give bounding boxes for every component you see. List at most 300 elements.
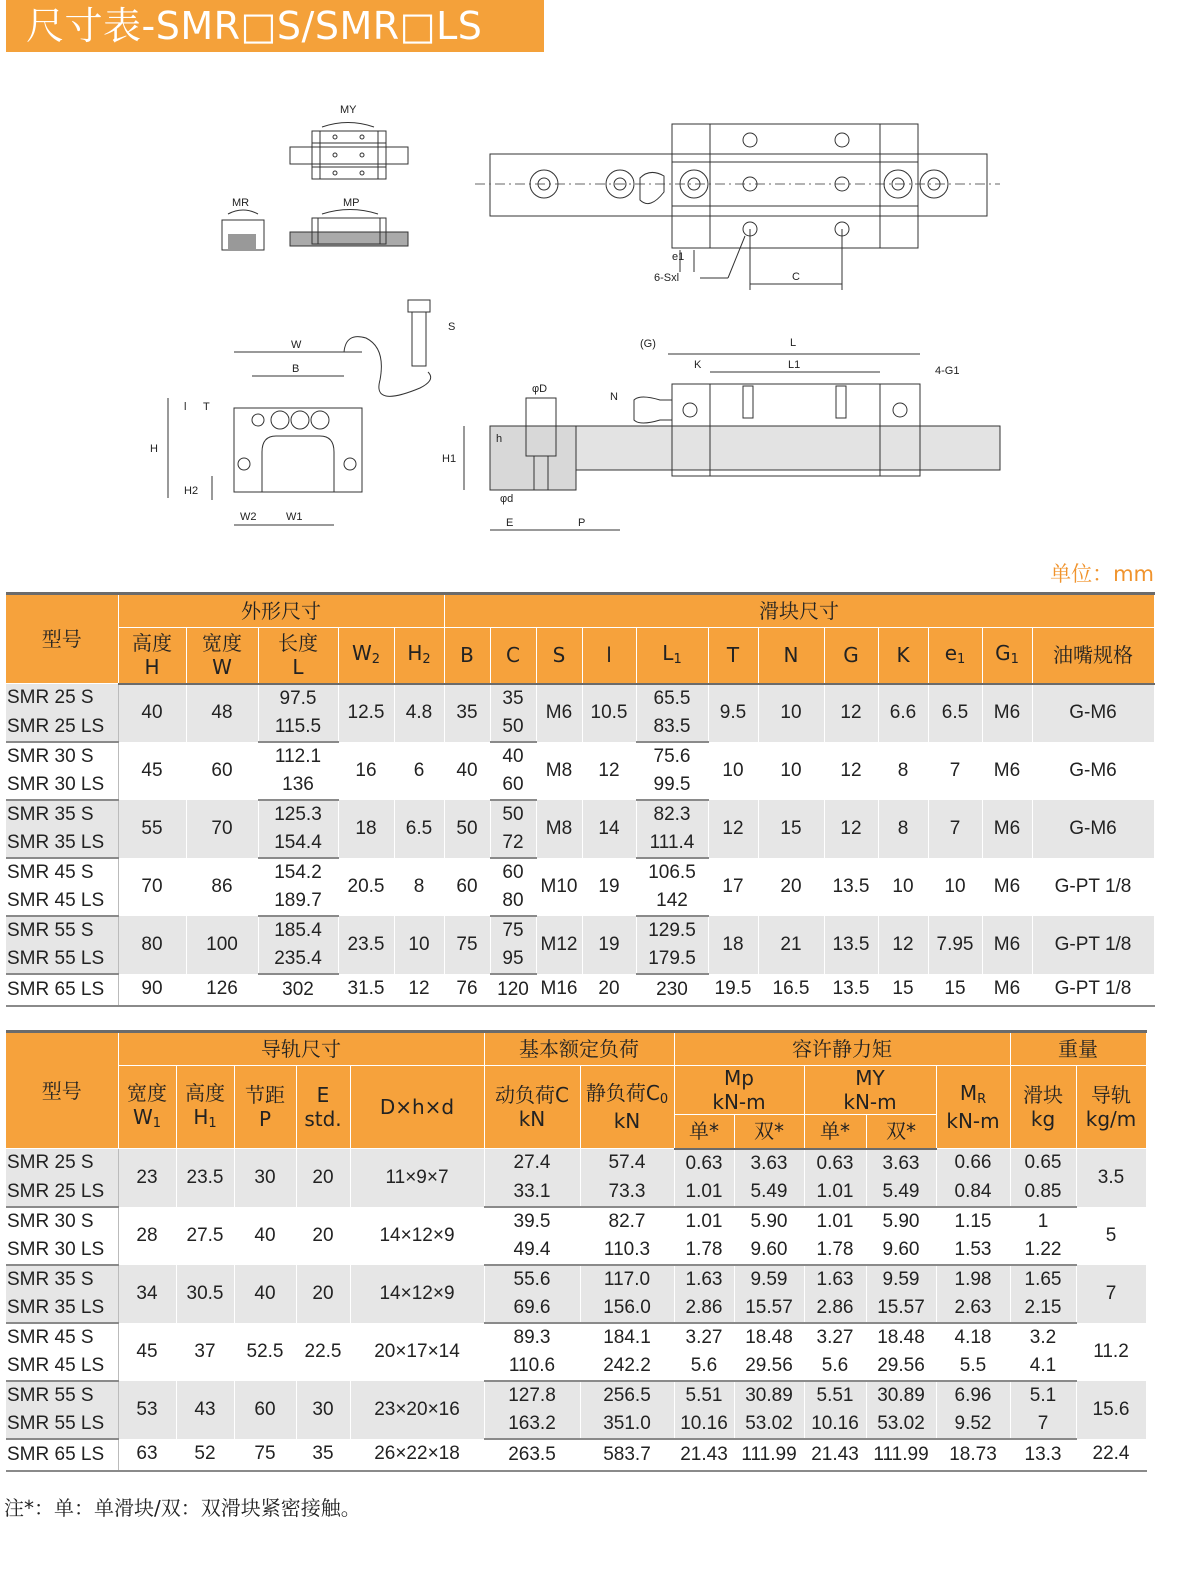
table-cell: 10 (758, 742, 824, 800)
table-cell: 30.5 (176, 1265, 234, 1323)
footnote: 注*：单：单滑块/双：双滑块紧密接触。 (4, 1496, 361, 1520)
s-header: S (536, 628, 582, 684)
table-cell: 18 (708, 916, 758, 974)
table-cell: 4.1 (1010, 1352, 1076, 1381)
table-cell: 60 (234, 1381, 296, 1439)
table-cell: 583.7 (580, 1439, 674, 1471)
page-title: 尺寸表-SMR□S/SMR□LS (26, 4, 483, 48)
table-cell: 2.86 (674, 1294, 734, 1323)
table-cell: 33.1 (484, 1178, 580, 1207)
table-row (6, 916, 1154, 945)
table-cell: 3.27 (674, 1323, 734, 1352)
model-cell: SMR 45 S (6, 858, 118, 887)
e-header: E std. (296, 1066, 350, 1149)
table-cell: 9.5 (708, 684, 758, 742)
table-cell: 60 (490, 858, 536, 887)
table-cell: 8 (878, 742, 928, 800)
table-row (6, 684, 1154, 713)
model-cell: SMR 55 LS (6, 1410, 118, 1439)
table-cell: 16.5 (758, 974, 824, 1006)
table-cell: 6 (394, 742, 444, 800)
table-cell: 9.52 (936, 1410, 1010, 1439)
model-cell: SMR 45 LS (6, 1352, 118, 1381)
table-cell: 52.5 (234, 1323, 296, 1381)
dynamic-load-header: 动负荷C kN (484, 1066, 580, 1149)
table-cell: 3.2 (1010, 1323, 1076, 1352)
table-cell: 0.66 (936, 1149, 1010, 1178)
table-cell: 0.65 (1010, 1149, 1076, 1178)
table-cell: 112.1 (258, 742, 338, 771)
table-cell: 19 (582, 916, 636, 974)
table-cell: 75 (490, 916, 536, 945)
table-cell: 20 (296, 1149, 350, 1207)
table-cell: 35 (296, 1439, 350, 1471)
table-cell: G-M6 (1032, 742, 1154, 800)
nipple-header: 油嘴规格 (1032, 628, 1154, 684)
table-cell: 4.18 (936, 1323, 1010, 1352)
rated-load-header: 基本额定负荷 (484, 1032, 674, 1066)
table-cell: 7 (928, 800, 982, 858)
c-header: C (490, 628, 536, 684)
model-cell: SMR 55 S (6, 916, 118, 945)
table-cell: 40 (234, 1207, 296, 1265)
table-cell: 40 (490, 742, 536, 771)
table-cell: 55.6 (484, 1265, 580, 1294)
table-cell: 154.4 (258, 829, 338, 858)
table-cell: 60 (444, 858, 490, 916)
t-label: T (203, 401, 210, 413)
table-cell: 0.85 (1010, 1178, 1076, 1207)
mp-single-header: 单* (674, 1115, 734, 1149)
table-cell: 14×12×9 (350, 1265, 484, 1323)
table-cell: 89.3 (484, 1323, 580, 1352)
table-cell: 28 (118, 1207, 176, 1265)
table-cell: 154.2 (258, 858, 338, 887)
table-cell: 82.3 (636, 800, 708, 829)
table-cell: 5.5 (936, 1352, 1010, 1381)
table-cell: 49.4 (484, 1236, 580, 1265)
table-cell: 57.4 (580, 1149, 674, 1178)
model-cell: SMR 30 LS (6, 771, 118, 800)
table-cell: 117.0 (580, 1265, 674, 1294)
table-cell: 29.56 (734, 1352, 804, 1381)
table-cell: 11.2 (1076, 1323, 1146, 1381)
table-cell: 50 (444, 800, 490, 858)
table-cell: 351.0 (580, 1410, 674, 1439)
block-dimension-table (6, 592, 1155, 1007)
table-cell: 7 (1076, 1265, 1146, 1323)
table-cell: 110.3 (580, 1236, 674, 1265)
title-bar (6, 0, 544, 52)
table-cell: 5.6 (804, 1352, 866, 1381)
table-cell: 22.4 (1076, 1439, 1146, 1471)
table-cell: 184.1 (580, 1323, 674, 1352)
table-cell: 15 (878, 974, 928, 1006)
l1-header: $L_1$ (636, 628, 708, 684)
table-cell: M6 (982, 916, 1032, 974)
table-cell: 19 (582, 858, 636, 916)
table-cell: 111.99 (734, 1439, 804, 1471)
table-cell: 43 (176, 1381, 234, 1439)
model-cell: SMR 35 LS (6, 829, 118, 858)
table-cell: 65.5 (636, 684, 708, 713)
table-cell: 1.78 (804, 1236, 866, 1265)
phi-d-top-label: φD (532, 383, 548, 395)
table-cell: 12 (878, 916, 928, 974)
phi-d-label: φd (500, 493, 514, 505)
table-cell: 45 (118, 742, 186, 800)
block-table-body (6, 684, 1154, 1006)
table-cell: 40 (234, 1265, 296, 1323)
table-cell: 5.51 (804, 1381, 866, 1410)
table-cell: 12 (582, 742, 636, 800)
table-cell: 156.0 (580, 1294, 674, 1323)
table-cell: 5 (1076, 1207, 1146, 1265)
table-cell: M8 (536, 800, 582, 858)
table-cell: 129.5 (636, 916, 708, 945)
table-cell: 13.5 (824, 858, 878, 916)
table-cell: 110.6 (484, 1352, 580, 1381)
table-cell: M16 (536, 974, 582, 1006)
table-cell: 14 (582, 800, 636, 858)
table-cell: 1.63 (804, 1265, 866, 1294)
table-cell: 18.48 (866, 1323, 936, 1352)
table-cell: 6.96 (936, 1381, 1010, 1410)
table-row (6, 742, 1154, 771)
static-load-header: 静负荷$C_0$ kN (580, 1066, 674, 1149)
n-header: N (758, 628, 824, 684)
table-cell: 189.7 (258, 887, 338, 916)
table-cell: 19.5 (708, 974, 758, 1006)
mp-double-header: 双* (734, 1115, 804, 1149)
table-cell: 125.3 (258, 800, 338, 829)
table-cell: G-M6 (1032, 800, 1154, 858)
side-view (442, 337, 1000, 530)
table-cell: 76 (444, 974, 490, 1006)
table-cell: 6.5 (394, 800, 444, 858)
table-cell: 14×12×9 (350, 1207, 484, 1265)
table-cell: 302 (258, 974, 338, 1006)
table-cell: 20 (582, 974, 636, 1006)
table-cell: 0.63 (674, 1149, 734, 1178)
unit-label: 单位：mm (1050, 562, 1154, 586)
table-cell: 3.5 (1076, 1149, 1146, 1207)
table-cell: 6.6 (878, 684, 928, 742)
table-cell: 12.5 (338, 684, 394, 742)
table-cell: 75 (444, 916, 490, 974)
mr-label: MR (232, 197, 250, 209)
end-view (150, 300, 455, 525)
table-cell: 83.5 (636, 713, 708, 742)
table-cell: 7.95 (928, 916, 982, 974)
table-cell: 2.15 (1010, 1294, 1076, 1323)
table-cell: 3.63 (866, 1149, 936, 1178)
h1-label: H1 (442, 453, 457, 465)
table-cell: 1.01 (674, 1207, 734, 1236)
table-cell: 9.59 (866, 1265, 936, 1294)
table-cell: 16 (338, 742, 394, 800)
table-cell: 8 (394, 858, 444, 916)
table-cell: 106.5 (636, 858, 708, 887)
rail-load-table (6, 1030, 1147, 1472)
model-cell: SMR 45 S (6, 1323, 118, 1352)
table-cell: 48 (186, 684, 258, 742)
table-cell: 3.63 (734, 1149, 804, 1178)
table-cell: 0.63 (804, 1149, 866, 1178)
table-cell: 1.63 (674, 1265, 734, 1294)
table-cell: 53.02 (866, 1410, 936, 1439)
table-cell: 163.2 (484, 1410, 580, 1439)
table-cell: 12 (824, 800, 878, 858)
table-cell: 26×22×18 (350, 1439, 484, 1471)
p-label: P (578, 517, 586, 529)
table-cell: 5.51 (674, 1381, 734, 1410)
table-cell: 23.5 (176, 1149, 234, 1207)
table-cell: 9.59 (734, 1265, 804, 1294)
table-cell: 12 (708, 800, 758, 858)
l-label: L (790, 337, 797, 349)
model-cell: SMR 35 LS (6, 1294, 118, 1323)
table-cell: 10.16 (804, 1410, 866, 1439)
model-cell: SMR 25 S (6, 1149, 118, 1178)
table-cell: 80 (118, 916, 186, 974)
width-header: 宽度 W (186, 628, 258, 684)
table-cell: M10 (536, 858, 582, 916)
sxl-label: 6-Sxl (654, 272, 680, 284)
rail-table-body (6, 1149, 1146, 1471)
model-cell: SMR 35 S (6, 800, 118, 829)
table-cell: 20.5 (338, 858, 394, 916)
table-cell: G-PT 1/8 (1032, 974, 1154, 1006)
table-cell: 21 (758, 916, 824, 974)
table-cell: G-PT 1/8 (1032, 916, 1154, 974)
table-cell: 1.78 (674, 1236, 734, 1265)
g1-label: 4-G1 (935, 365, 960, 377)
table-cell: 6.5 (928, 684, 982, 742)
table-cell: 60 (490, 771, 536, 800)
table-row (6, 1149, 1146, 1178)
table-cell: 1.98 (936, 1265, 1010, 1294)
table-cell: 5.1 (1010, 1381, 1076, 1410)
model-cell: SMR 55 LS (6, 945, 118, 974)
table-cell: 18.48 (734, 1323, 804, 1352)
static-moment-header: 容许静力矩 (674, 1032, 1010, 1066)
table-cell: 12 (824, 684, 878, 742)
block-weight-header: 滑块 kg (1010, 1066, 1076, 1149)
table-cell: 86 (186, 858, 258, 916)
table-cell: 15 (758, 800, 824, 858)
g-paren-label: (G) (640, 338, 656, 350)
table-cell: 1.15 (936, 1207, 1010, 1236)
table-cell: 45 (118, 1323, 176, 1381)
table-cell: 27.5 (176, 1207, 234, 1265)
table-cell: 82.7 (580, 1207, 674, 1236)
model-header: 型号 (6, 1032, 118, 1149)
table-cell: 9.60 (734, 1236, 804, 1265)
h-label: H (150, 443, 158, 455)
my-single-header: 单* (804, 1115, 866, 1149)
table-cell: 90 (118, 974, 186, 1006)
table-cell: G-M6 (1032, 684, 1154, 742)
table-cell: 10 (928, 858, 982, 916)
table-cell: 15.6 (1076, 1381, 1146, 1439)
table-cell: 60 (186, 742, 258, 800)
table-cell: 15.57 (866, 1294, 936, 1323)
table-cell: 10.16 (674, 1410, 734, 1439)
table-cell: 30 (234, 1149, 296, 1207)
rail-dims-header: 导轨尺寸 (118, 1032, 484, 1066)
model-cell: SMR 55 S (6, 1381, 118, 1410)
table-cell: 115.5 (258, 713, 338, 742)
mr-header: $M_R$ kN-m (936, 1066, 1010, 1149)
table-cell: 80 (490, 887, 536, 916)
table-cell: 127.8 (484, 1381, 580, 1410)
model-cell: SMR 65 LS (6, 1439, 118, 1471)
table-cell: 30.89 (866, 1381, 936, 1410)
rail-weight-header: 导轨 kg/m (1076, 1066, 1146, 1149)
table-cell: 1.01 (804, 1207, 866, 1236)
table-cell: 13.5 (824, 974, 878, 1006)
table-cell: 9.60 (866, 1236, 936, 1265)
e-label: E (506, 517, 514, 529)
block-dims-header: 滑块尺寸 (444, 594, 1154, 628)
length-header: 长度 L (258, 628, 338, 684)
table-cell: 235.4 (258, 945, 338, 974)
table-row (6, 974, 1154, 1006)
table-cell: 5.49 (866, 1178, 936, 1207)
outer-dims-header: 外形尺寸 (118, 594, 444, 628)
table-cell: 72 (490, 829, 536, 858)
table-cell: 70 (118, 858, 186, 916)
table-cell: 136 (258, 771, 338, 800)
table-row (6, 1207, 1146, 1236)
table-row (6, 858, 1154, 887)
table-cell: M8 (536, 742, 582, 800)
technical-drawings (0, 60, 1200, 550)
table-cell: 1.53 (936, 1236, 1010, 1265)
model-cell: SMR 30 S (6, 742, 118, 771)
w-label: W (291, 339, 302, 351)
table-cell: 15 (928, 974, 982, 1006)
table-cell: 179.5 (636, 945, 708, 974)
table-cell: 39.5 (484, 1207, 580, 1236)
table-cell: 50 (490, 800, 536, 829)
table-cell: 20×17×14 (350, 1323, 484, 1381)
table-cell: 99.5 (636, 771, 708, 800)
table-cell: 1 (1010, 1207, 1076, 1236)
l-header: l (582, 628, 636, 684)
table-cell: 18.73 (936, 1439, 1010, 1471)
k-label: K (694, 359, 702, 371)
table-cell: 75.6 (636, 742, 708, 771)
table-cell: 50 (490, 713, 536, 742)
table-cell: 23.5 (338, 916, 394, 974)
table-row (6, 1381, 1146, 1410)
e1-label: e1 (672, 251, 685, 263)
table-cell: 10 (758, 684, 824, 742)
table-cell: 242.2 (580, 1352, 674, 1381)
table-cell: 13.5 (824, 916, 878, 974)
table-cell: 12 (824, 742, 878, 800)
table-cell: 35 (490, 684, 536, 713)
table-cell: 8 (878, 800, 928, 858)
table-cell: 52 (176, 1439, 234, 1471)
table-cell: 142 (636, 887, 708, 916)
table-cell: 21.43 (674, 1439, 734, 1471)
w1-header: 宽度 $W_1$ (118, 1066, 176, 1149)
table-cell: M12 (536, 916, 582, 974)
table-cell: 1.01 (804, 1178, 866, 1207)
table-cell: 69.6 (484, 1294, 580, 1323)
table-cell: 5.6 (674, 1352, 734, 1381)
w2-label: W2 (240, 511, 257, 523)
table-cell: 10 (878, 858, 928, 916)
table-cell: 30.89 (734, 1381, 804, 1410)
weight-header: 重量 (1010, 1032, 1146, 1066)
n-label: N (610, 391, 618, 403)
table-cell: 5.49 (734, 1178, 804, 1207)
h2-header: $H_2$ (394, 628, 444, 684)
l1-label: L1 (788, 359, 801, 371)
table-cell: 111.4 (636, 829, 708, 858)
table-cell: 40 (118, 684, 186, 742)
b-header: B (444, 628, 490, 684)
table-cell: 100 (186, 916, 258, 974)
table-cell: 7 (1010, 1410, 1076, 1439)
model-cell: SMR 45 LS (6, 887, 118, 916)
table-row (6, 1323, 1146, 1352)
w1-label: W1 (286, 511, 303, 523)
table-cell: 5.90 (734, 1207, 804, 1236)
h1-header: 高度 $H_1$ (176, 1066, 234, 1149)
c-label: C (792, 271, 800, 283)
table-cell: 40 (444, 742, 490, 800)
g1-header: $G_1$ (982, 628, 1032, 684)
table-cell: 35 (444, 684, 490, 742)
table-cell: 97.5 (258, 684, 338, 713)
my-double-header: 双* (866, 1115, 936, 1149)
h-small-label: h (496, 433, 503, 445)
table-cell: 53.02 (734, 1410, 804, 1439)
g-header: G (824, 628, 878, 684)
table-row (6, 1265, 1146, 1294)
table-cell: 2.86 (804, 1294, 866, 1323)
table-cell: 95 (490, 945, 536, 974)
table-cell: 20 (758, 858, 824, 916)
table-cell: 11×9×7 (350, 1149, 484, 1207)
model-cell: SMR 35 S (6, 1265, 118, 1294)
k-header: K (878, 628, 928, 684)
table-cell: 23 (118, 1149, 176, 1207)
table-cell: 185.4 (258, 916, 338, 945)
model-header: 型号 (6, 594, 118, 684)
table-cell: 37 (176, 1323, 234, 1381)
table-cell: 23×20×16 (350, 1381, 484, 1439)
mr-moment-view (222, 197, 264, 250)
table-cell: 63 (118, 1439, 176, 1471)
my-moment-view (290, 104, 408, 179)
table-cell: 73.3 (580, 1178, 674, 1207)
model-cell: SMR 25 LS (6, 713, 118, 742)
s-label: S (448, 321, 456, 333)
table-cell: 29.56 (866, 1352, 936, 1381)
table-cell: M6 (982, 684, 1032, 742)
table-cell: 15.57 (734, 1294, 804, 1323)
table-cell: 256.5 (580, 1381, 674, 1410)
dhd-header: D×h×d (350, 1066, 484, 1149)
height-header: 高度 H (118, 628, 186, 684)
table-cell: 12 (394, 974, 444, 1006)
